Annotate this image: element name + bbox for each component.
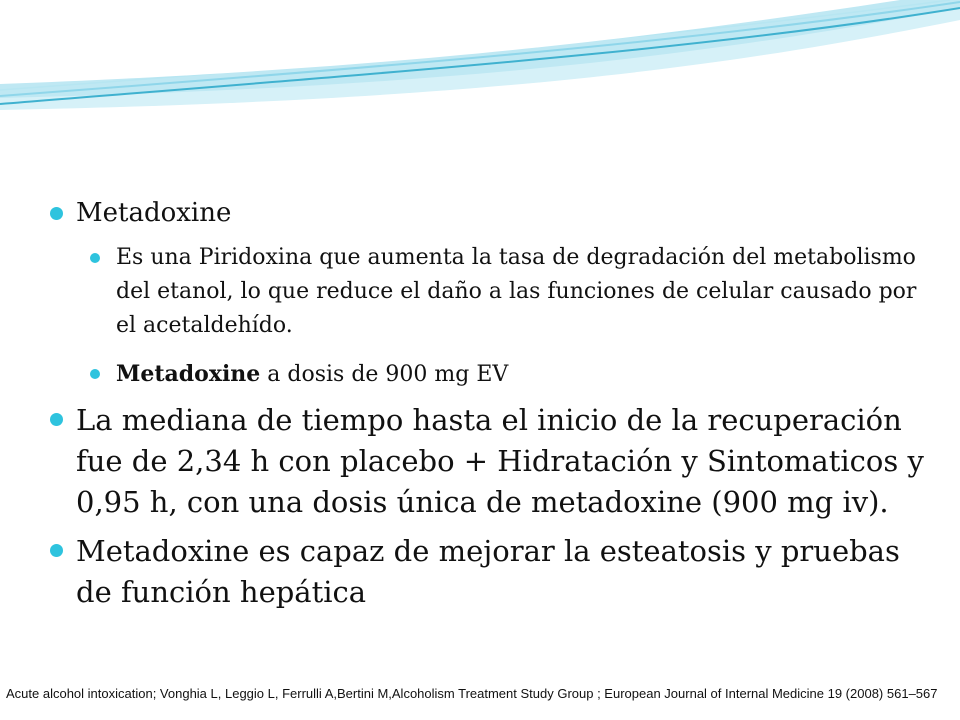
sub-bullet-dosis-text: a dosis de 900 mg EV <box>260 362 509 387</box>
bullet-dot-icon <box>50 413 63 426</box>
bullet-heading-metadoxine: Metadoxine <box>76 198 232 228</box>
slide-content <box>50 195 940 613</box>
sub-bullet-dot-icon <box>90 369 100 379</box>
sub-bullet-piridoxina <box>90 241 940 343</box>
header-wave-decoration <box>0 0 960 140</box>
sub-bullet-list <box>90 241 940 392</box>
bullet-dot-icon <box>50 544 63 557</box>
bullet-mediana <box>50 400 940 523</box>
sub-bullet-piridoxina-text: Es una Piridoxina que aumenta la tasa de degradación del metabolismo del etanol, lo que reduce el daño a las funciones de celular causado por el acetaldehído. <box>116 245 917 338</box>
citation-footnote: Acute alcohol intoxication; Vonghia L, Leggio L, Ferrulli A,Bertini M,Alcoholism Treatment Study Group ; European Journal of Internal Medicine 19 (2008) 561–567 <box>6 686 938 701</box>
bullet-list <box>50 195 940 613</box>
bullet-esteatosis-text: Metadoxine es capaz de mejorar la esteatosis y pruebas de función hepática <box>76 534 900 609</box>
sub-bullet-dosis-bold: Metadoxine <box>116 361 261 387</box>
bullet-esteatosis <box>50 531 940 613</box>
bullet-metadoxine <box>50 195 940 392</box>
sub-bullet-dot-icon <box>90 253 100 263</box>
sub-bullet-dosis <box>90 357 940 392</box>
bullet-dot-icon <box>50 207 63 220</box>
bullet-mediana-text: La mediana de tiempo hasta el inicio de la recuperación fue de 2,34 h con placebo + Hidratación y Sintomaticos y 0,95 h, con una dosis única de metadoxine (900 mg iv). <box>76 403 924 519</box>
